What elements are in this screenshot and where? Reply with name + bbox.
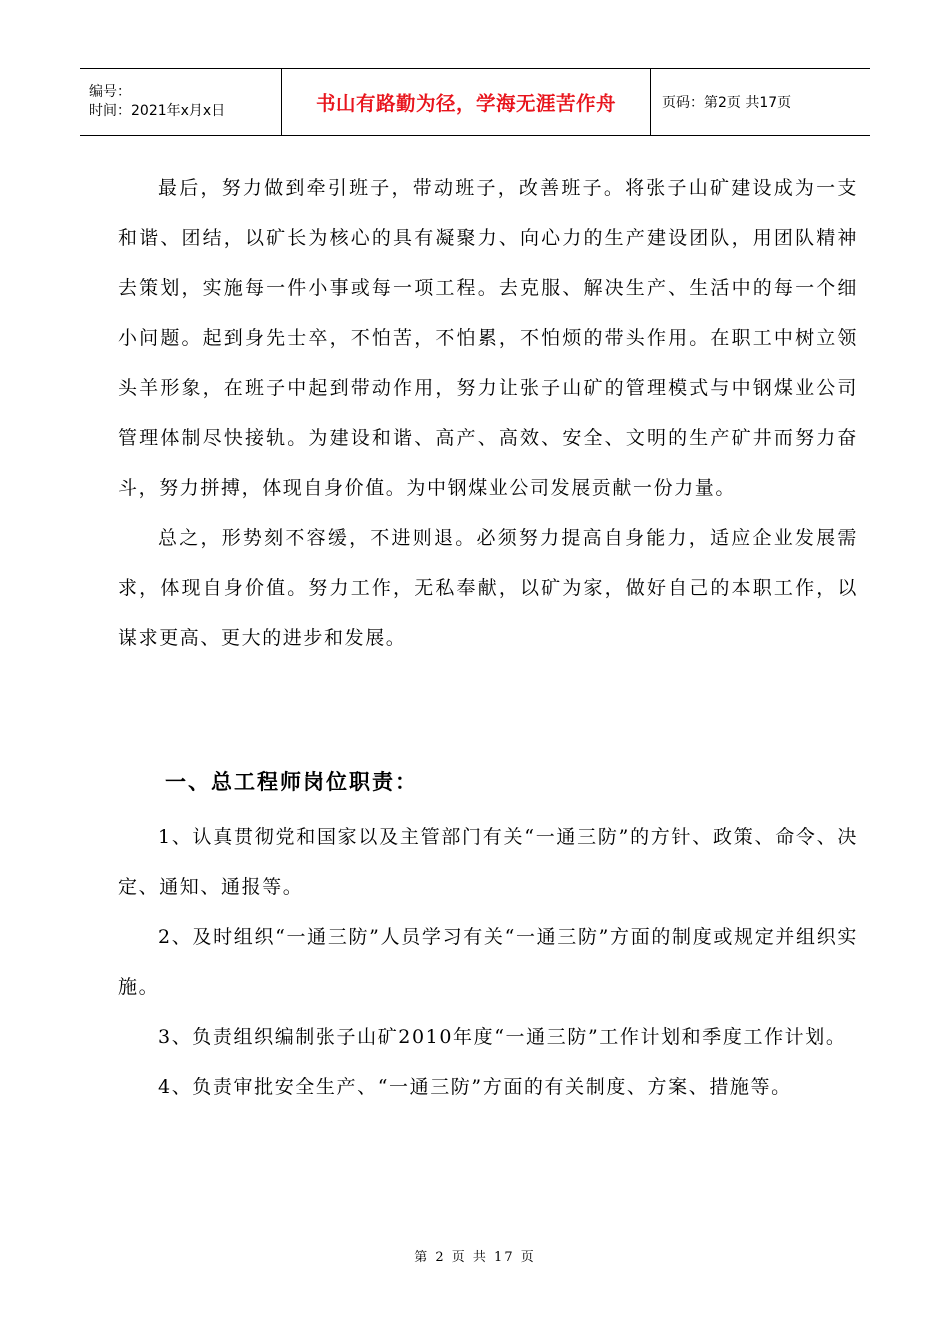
document-time-label: 时间：2021年x月x日 <box>89 103 226 119</box>
page-header-table <box>80 68 870 136</box>
paragraph-conclusion: 最后，努力做到牵引班子，带动班子，改善班子。将张子山矿建设成为一支和谐、团结，以矿长为核心的具有凝聚力、向心力的生产建设团队，用团队精神去策划，实施每一件小事或每一项工程。去克服、解决生产、生活中的每一个细小问题。起到身先士卒，不怕苦，不怕累，不怕烦的带头作用。在职工中树立领头羊形象，在班子中起到带动作用，努力让张子山矿的管理模式与中钢煤业公司管理体制尽快接轨。为建设和谐、高产、高效、安全、文明的生产矿井而努力奋斗，努力拼搏，体现自身价值。为中钢煤业公司发展贡献一份力量。 <box>118 177 858 499</box>
list-item: 4、负责审批安全生产、“一通三防”方面的有关制度、方案、措施等。 <box>158 1076 792 1098</box>
header-motto-cell <box>281 69 651 135</box>
header-page-code-cell <box>651 69 870 135</box>
body-text <box>118 163 858 663</box>
header-motto: 书山有路勤为径，学海无涯苦作舟 <box>315 92 616 115</box>
page-footer: 第 2 页 共 17 页 <box>414 1250 536 1265</box>
header-meta <box>80 69 281 135</box>
section-heading: 一、总工程师岗位职责： <box>165 770 418 794</box>
duty-list <box>118 812 858 1112</box>
list-item: 2、及时组织“一通三防”人员学习有关“一通三防”方面的制度或规定并组织实施。 <box>118 926 858 998</box>
header-page-code: 页码：第2页 共17页 <box>662 95 792 111</box>
document-number-label: 编号： <box>89 84 131 100</box>
list-item: 1、认真贯彻党和国家以及主管部门有关“一通三防”的方针、政策、命令、决定、通知、通报等。 <box>118 826 858 898</box>
list-item: 3、负责组织编制张子山矿2010年度“一通三防”工作计划和季度工作计划。 <box>158 1026 847 1048</box>
paragraph-summary: 总之，形势刻不容缓，不进则退。必须努力提高自身能力，适应企业发展需求，体现自身价值。努力工作，无私奉献，以矿为家，做好自己的本职工作，以谋求更高、更大的进步和发展。 <box>118 527 858 649</box>
